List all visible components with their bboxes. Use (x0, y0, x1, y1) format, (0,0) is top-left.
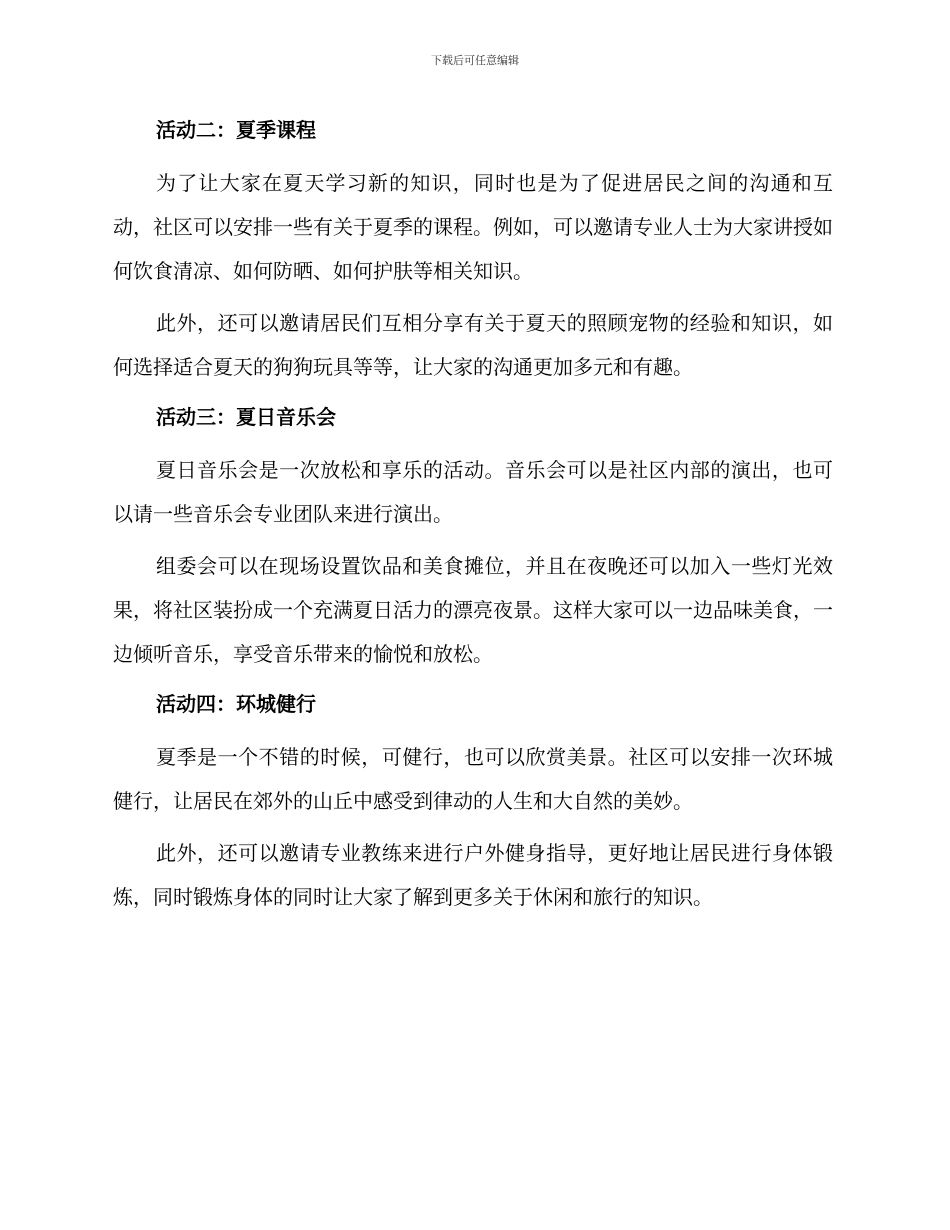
paragraph: 夏日音乐会是一次放松和享乐的活动。音乐会可以是社区内部的演出，也可以请一些音乐会专业团队来进行演出。 (113, 458, 833, 526)
section-heading: 活动二：夏季课程 (156, 118, 316, 142)
paragraph: 此外，还可以邀请专业教练来进行户外健身指导，更好地让居民进行身体锻炼，同时锻炼身体的同时让大家了解到更多关于休闲和旅行的知识。 (113, 841, 833, 909)
paragraph: 组委会可以在现场设置饮品和美食摊位，并且在夜晚还可以加入一些灯光效果，将社区装扮成一个充满夏日活力的漂亮夜景。这样大家可以一边品味美食，一边倾听音乐，享受音乐带来的愉悦和放松。 (113, 554, 833, 666)
paragraph: 此外，还可以邀请居民们互相分享有关于夏天的照顾宠物的经验和知识，如何选择适合夏天的狗狗玩具等等，让大家的沟通更加多元和有趣。 (113, 311, 833, 379)
section-summer-course (113, 110, 833, 389)
section-summer-concert (113, 397, 833, 676)
paragraph: 夏季是一个不错的时候，可健行，也可以欣赏美景。社区可以安排一次环城健行，让居民在郊外的山丘中感受到律动的人生和大自然的美妙。 (113, 745, 833, 813)
page-header: 下载后可任意编辑 (431, 54, 519, 67)
section-heading: 活动三：夏日音乐会 (156, 405, 336, 429)
paragraph: 为了让大家在夏天学习新的知识，同时也是为了促进居民之间的沟通和互动，社区可以安排一些有关于夏季的课程。例如，可以邀请专业人士为大家讲授如何饮食清凉、如何防晒、如何护肤等相关知识。 (113, 171, 833, 283)
document-body (113, 110, 833, 927)
section-heading: 活动四：环城健行 (156, 692, 316, 716)
section-city-walk (113, 684, 833, 919)
